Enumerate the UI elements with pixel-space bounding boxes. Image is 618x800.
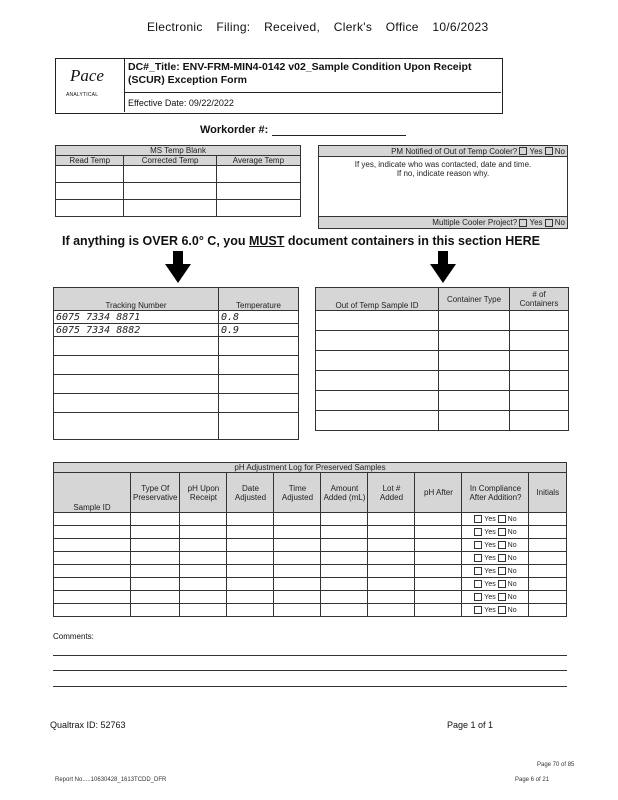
logo-name: Pace [70,66,104,85]
yes-checkbox[interactable] [474,593,482,601]
oot-cell[interactable] [439,331,510,351]
ms-cell[interactable] [56,200,124,217]
temperature-cell[interactable]: 0.8 [219,311,299,324]
ph-cell[interactable] [227,565,274,578]
compliance-cell[interactable] [462,552,529,565]
warning-banner [62,234,562,248]
ph-cell[interactable] [180,604,227,617]
no-checkbox[interactable] [498,567,506,575]
multiple-yes-checkbox[interactable] [519,219,527,227]
col-temperature: Temperature [219,288,299,311]
ms-cell[interactable] [216,183,300,200]
col-read-temp: Read Temp [56,156,124,166]
ph-cell[interactable] [321,552,368,565]
col-num-containers: # of Containers [510,288,569,311]
ph-cell[interactable] [368,591,415,604]
banner-post: document containers in this section HERE [284,234,541,248]
pm-notified-row [319,146,568,157]
ph-cell[interactable] [274,604,321,617]
oot-cell[interactable] [439,311,510,331]
down-arrow-icon [165,251,191,283]
compliance-cell[interactable] [462,565,529,578]
oot-cell[interactable] [316,331,439,351]
ph-cell[interactable] [274,578,321,591]
no-label: No [507,528,517,536]
comments-line[interactable] [53,655,567,656]
ph-cell[interactable] [529,526,567,539]
col-out-of-temp-sample-id: Out of Temp Sample ID [316,288,439,311]
table-row [54,578,567,591]
ph-cell[interactable] [415,578,462,591]
ph-cell[interactable] [368,513,415,526]
oot-cell[interactable] [316,371,439,391]
tracking-number-cell[interactable]: 6075 7334 8871 [54,311,219,324]
compliance-cell[interactable] [462,526,529,539]
report-number: Report No.....10630428_1613TCDD_DFR [55,777,167,783]
workorder-label: Workorder #: [200,124,269,136]
no-checkbox[interactable] [498,515,506,523]
page-70-of-85: Page 70 of 85 [537,762,575,768]
yes-checkbox[interactable] [474,567,482,575]
tracking-empty-cell[interactable] [219,337,299,356]
ph-cell[interactable] [415,552,462,565]
pm-note-line2: If no, indicate reason why. [396,169,490,178]
ph-cell[interactable] [131,526,180,539]
pm-notified-table [318,145,568,229]
ph-cell[interactable] [131,578,180,591]
ph-cell[interactable] [54,578,131,591]
tracking-number-cell[interactable]: 6075 7334 8882 [54,324,219,337]
table-row [54,526,567,539]
col-initials: Initials [529,473,567,513]
multiple-no-label: No [554,218,565,227]
no-label: No [507,606,517,614]
ph-cell[interactable] [274,539,321,552]
ph-cell[interactable] [227,578,274,591]
ph-cell[interactable] [54,604,131,617]
table-row [54,539,567,552]
ph-cell[interactable] [415,604,462,617]
compliance-cell[interactable] [462,513,529,526]
electronic-filing-header: Electronic Filing: Received, Clerk's Office 10/6/2023 [147,20,489,34]
ms-cell[interactable] [56,166,124,183]
oot-cell[interactable] [439,371,510,391]
yes-label: Yes [484,580,496,588]
table-row [54,552,567,565]
ms-temp-table [55,145,301,217]
no-label: No [507,593,517,601]
temperature-cell[interactable]: 0.9 [219,324,299,337]
oot-cell[interactable] [510,371,569,391]
ph-cell[interactable] [54,526,131,539]
ms-cell[interactable] [216,200,300,217]
ph-log-title: pH Adjustment Log for Preserved Samples [54,463,567,473]
ph-cell[interactable] [180,526,227,539]
compliance-cell[interactable] [462,578,529,591]
pm-note-line1: If yes, indicate who was contacted, date and time. [354,160,532,169]
ms-cell[interactable] [124,183,216,200]
banner-pre: If anything is OVER 6.0° C, you [62,234,249,248]
ph-cell[interactable] [274,591,321,604]
ph-cell[interactable] [529,578,567,591]
ph-cell[interactable] [274,526,321,539]
ph-cell[interactable] [274,513,321,526]
tracking-empty-cell[interactable] [54,413,219,440]
oot-cell[interactable] [316,311,439,331]
ph-cell[interactable] [368,526,415,539]
comments-line[interactable] [53,670,567,671]
col-corrected-temp: Corrected Temp [124,156,216,166]
title-underline [124,92,501,93]
yes-checkbox[interactable] [474,515,482,523]
ph-cell[interactable] [321,591,368,604]
ph-cell[interactable] [529,604,567,617]
ph-cell[interactable] [321,526,368,539]
ph-cell[interactable] [529,513,567,526]
ph-cell[interactable] [368,604,415,617]
table-row [54,565,567,578]
oot-cell[interactable] [439,411,510,431]
oot-cell[interactable] [439,351,510,371]
pace-logo [58,62,120,106]
col-ph-upon-receipt: pH Upon Receipt [180,473,227,513]
no-checkbox[interactable] [498,528,506,536]
ph-cell[interactable] [368,539,415,552]
no-label: No [507,541,517,549]
yes-label: Yes [484,593,496,601]
ms-cell[interactable] [124,200,216,217]
oot-cell[interactable] [510,351,569,371]
no-checkbox[interactable] [498,541,506,549]
col-lot-added: Lot # Added [368,473,415,513]
no-checkbox[interactable] [498,606,506,614]
col-time-adjusted: Time Adjusted [274,473,321,513]
compliance-cell[interactable] [462,591,529,604]
yes-label: Yes [484,541,496,549]
col-average-temp: Average Temp [216,156,300,166]
ph-cell[interactable] [368,552,415,565]
tracking-table [53,287,299,440]
yes-checkbox[interactable] [474,541,482,549]
ph-cell[interactable] [529,565,567,578]
ph-cell[interactable] [415,513,462,526]
oot-cell[interactable] [439,391,510,411]
no-checkbox[interactable] [498,580,506,588]
form-title [128,61,496,87]
ph-cell[interactable] [131,565,180,578]
ph-cell[interactable] [227,526,274,539]
form-title-line2: (SCUR) Exception Form [128,74,248,86]
ph-cell[interactable] [415,526,462,539]
ms-temp-title: MS Temp Blank [56,146,301,156]
col-ph-after: pH After [415,473,462,513]
col-date-adjusted: Date Adjusted [227,473,274,513]
oot-cell[interactable] [510,411,569,431]
oot-cell[interactable] [510,391,569,411]
oot-cell[interactable] [510,331,569,351]
table-row [54,513,567,526]
ph-cell[interactable] [415,565,462,578]
yes-label: Yes [484,554,496,562]
ph-cell[interactable] [321,565,368,578]
oot-cell[interactable] [316,391,439,411]
ph-cell[interactable] [368,578,415,591]
ph-cell[interactable] [227,539,274,552]
ph-cell[interactable] [274,552,321,565]
ph-cell[interactable] [54,565,131,578]
pm-yes-label: Yes [529,146,543,156]
oot-cell[interactable] [510,311,569,331]
ph-cell[interactable] [54,539,131,552]
no-checkbox[interactable] [498,593,506,601]
pm-notes[interactable] [319,157,568,217]
comments-line[interactable] [53,686,567,687]
yes-checkbox[interactable] [474,606,482,614]
ph-cell[interactable] [321,604,368,617]
ms-cell[interactable] [56,183,124,200]
yes-label: Yes [484,606,496,614]
tracking-empty-cell[interactable] [219,394,299,413]
ph-cell[interactable] [227,552,274,565]
ph-cell[interactable] [368,565,415,578]
col-in-compliance: In Compliance After Addition? [462,473,529,513]
table-row [54,604,567,617]
page-of-one: Page 1 of 1 [447,720,494,730]
ph-cell[interactable] [131,513,180,526]
compliance-cell[interactable] [462,539,529,552]
multiple-cooler-row [319,217,568,229]
yes-label: Yes [484,567,496,575]
no-label: No [507,580,517,588]
col-sample-id: Sample ID [54,473,131,513]
tracking-empty-cell[interactable] [219,356,299,375]
ph-cell[interactable] [321,513,368,526]
tracking-empty-cell[interactable] [54,375,219,394]
ph-cell[interactable] [180,513,227,526]
ph-cell[interactable] [274,565,321,578]
pm-yes-checkbox[interactable] [519,147,527,155]
qualtrax-id: Qualtrax ID: 52763 [50,720,126,730]
pm-no-checkbox[interactable] [545,147,553,155]
multiple-no-checkbox[interactable] [545,219,553,227]
tracking-empty-cell[interactable] [54,337,219,356]
page-6-of-21: Page 6 of 21 [515,777,550,783]
ph-cell[interactable] [529,539,567,552]
ph-cell[interactable] [131,591,180,604]
pm-no-label: No [554,146,565,156]
oot-cell[interactable] [316,411,439,431]
out-of-temp-table [315,287,569,431]
col-container-type: Container Type [439,288,510,311]
multiple-yes-label: Yes [529,218,543,227]
yes-checkbox[interactable] [474,528,482,536]
yes-checkbox[interactable] [474,580,482,588]
ph-cell[interactable] [180,552,227,565]
form-title-line1: DC#_Title: ENV-FRM-MIN4-0142 v02_Sample Condition Upon Receipt [128,61,472,73]
ph-cell[interactable] [227,513,274,526]
ph-cell[interactable] [131,539,180,552]
ph-cell[interactable] [227,591,274,604]
oot-cell[interactable] [316,351,439,371]
down-arrow-icon [430,251,456,283]
tracking-empty-cell[interactable] [219,413,299,440]
ph-cell[interactable] [54,591,131,604]
ph-cell[interactable] [321,578,368,591]
ph-cell[interactable] [321,539,368,552]
comments-label: Comments: [53,632,94,641]
effective-date: Effective Date: 09/22/2022 [128,98,234,108]
col-amount-added: Amount Added (mL) [321,473,368,513]
col-tracking-number: Tracking Number [54,288,219,311]
ph-cell[interactable] [54,552,131,565]
yes-label: Yes [484,515,496,523]
multiple-cooler-label: Multiple Cooler Project? [432,218,518,227]
ph-adjustment-table [53,462,567,617]
ms-cell[interactable] [216,166,300,183]
ph-cell[interactable] [180,539,227,552]
ph-cell[interactable] [415,591,462,604]
no-label: No [507,554,517,562]
ph-cell[interactable] [415,539,462,552]
pm-notified-label: PM Notified of Out of Temp Cooler? [391,146,518,156]
table-row [54,591,567,604]
tracking-empty-cell[interactable] [219,375,299,394]
ph-cell[interactable] [131,552,180,565]
ms-cell[interactable] [124,166,216,183]
logo-sub: ANALYTICAL [66,92,99,98]
yes-label: Yes [484,528,496,536]
col-type-of-preservative: Type Of Preservative [131,473,180,513]
ph-cell[interactable] [227,604,274,617]
workorder-field[interactable] [272,135,406,136]
ph-cell[interactable] [180,591,227,604]
ph-cell[interactable] [180,578,227,591]
no-label: No [507,515,517,523]
ph-cell[interactable] [131,604,180,617]
ph-cell[interactable] [180,565,227,578]
tracking-empty-cell[interactable] [54,394,219,413]
tracking-empty-cell[interactable] [54,356,219,375]
no-checkbox[interactable] [498,554,506,562]
compliance-cell[interactable] [462,604,529,617]
title-divider [124,58,125,112]
banner-must: MUST [248,234,285,248]
ph-cell[interactable] [54,513,131,526]
ph-cell[interactable] [529,591,567,604]
yes-checkbox[interactable] [474,554,482,562]
no-label: No [507,567,517,575]
ph-cell[interactable] [529,552,567,565]
